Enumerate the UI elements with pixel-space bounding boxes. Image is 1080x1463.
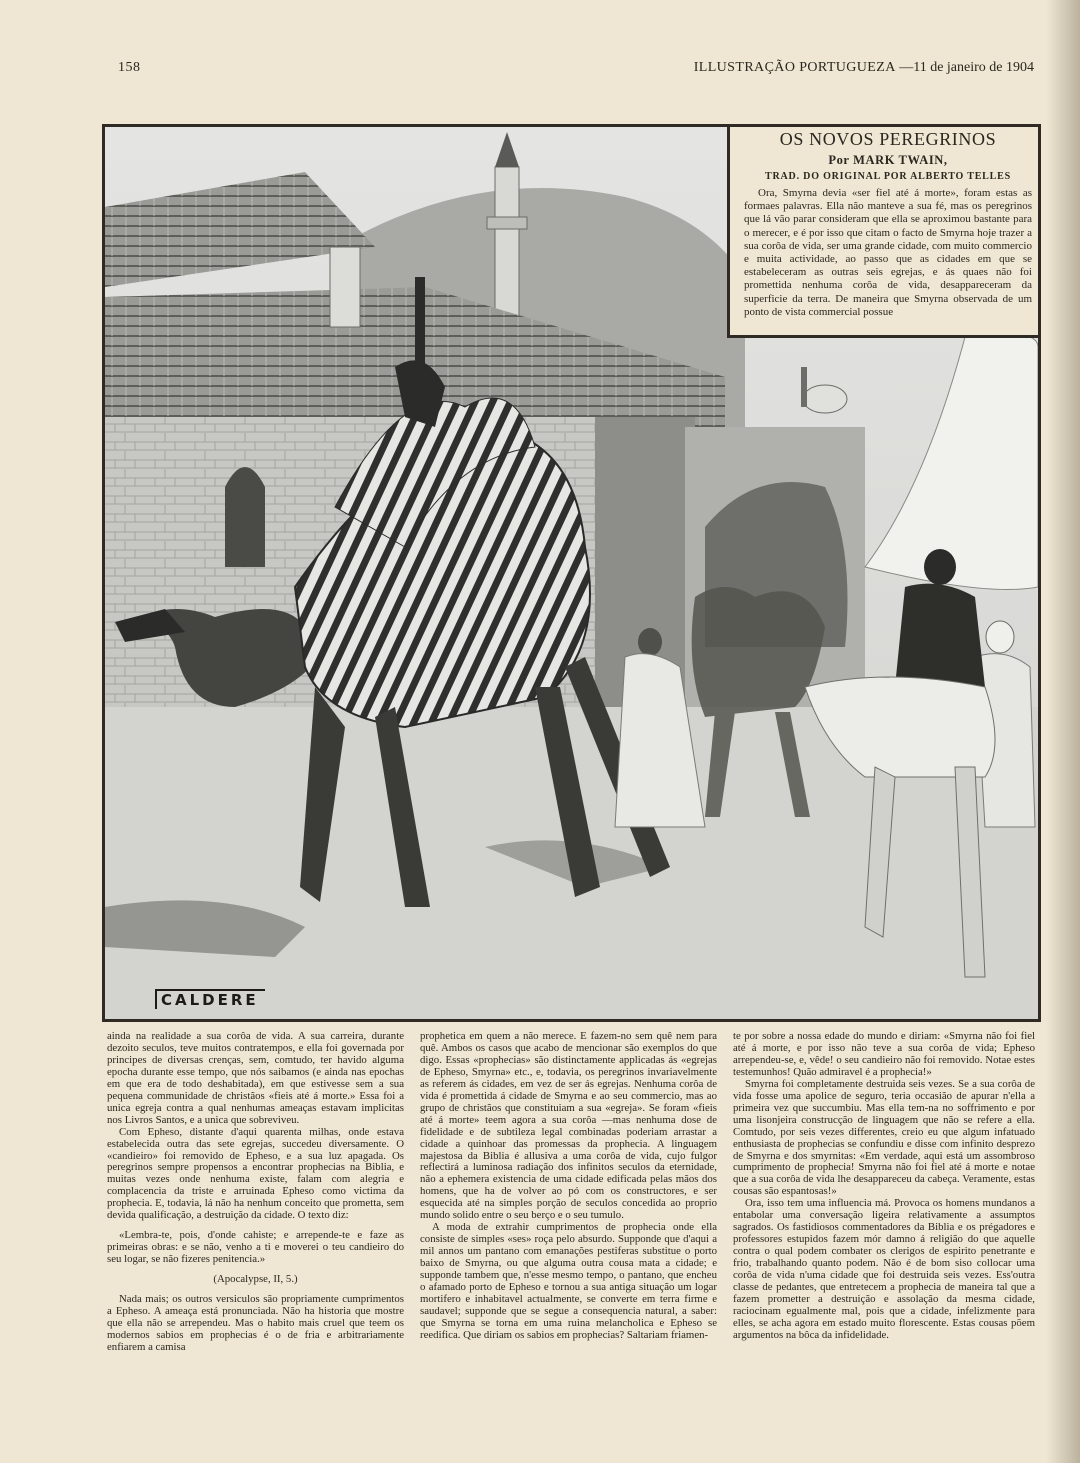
title-box <box>727 124 1041 338</box>
paragraph: A moda de extrahir cumprimentos de prophecia onde ella consiste de simples «ses» roça pelo absurdo. Supponde que d'aqui a mil annos um pantano com emanações pestiferas substitue o porto baixo de Smyrna, ou que alguma outra cousa mata a cidade; e supponde tambem que, n'esse mesmo tempo, o pantano, que encheu o afamado porto de Epheso e tornou a sua antiga situação um logar mortifero e inhabitavel actualmente, se converte em terra firme e saudavel; supponde que se segue a consequencia natural, a saber: que Smyrna se torna em uma ruina melancholica e Epheso se reedifica. Que diriam os sabios em prophecias? Saltariam friamen- <box>420 1221 717 1341</box>
paragraph: Ora, isso tem uma influencia má. Provoca os homens mundanos a entabolar uma conversação ligeira relativamente a assumptos sagrados. Os fastidiosos commentadores da Biblia e os prégadores e professores estupidos fazem mór damno á religião do que aquelle contra o qual podem combater os clerigos de espirito penetrante e frio, trabalhando quanto podem. Não é de bom siso collocar uma corôa de vida n'uma cidade que foi destruida seis vezes. Ess'outra classe de pedantes, que entretecem a prophecia de maneira tal que a fazem prometter a destruição e assolação da mesma cidade, raciocinam egualmente mal, pois que a cidade, infelizmente para elles, se acha agora em estado muito florescente. Estas cousas põem argumentos na bôca da infidelidade. <box>733 1197 1035 1341</box>
paragraph: ainda na realidade a sua corôa de vida. A sua carreira, durante dezoito seculos, teve muitos contratempos, e ella foi governada por principes de diversas crenças, sem, comtudo, ter havido alguma epocha durante esse tempo, que nós saibamos (e ainda nas epochas em que era de todo deshabitada), em que estivesse sem a sua pequena communidade de christãos «fieis até á morte.» Essa foi a unica egreja contra a qual nenhumas ameaças estavam implicitas nos Livros Santos, e a unica que sobreviveu. <box>107 1031 404 1126</box>
issue-date: —11 de janeiro de 1904 <box>899 60 1034 75</box>
paragraph: te por sobre a nossa edade do mundo e diriam: «Smyrna não foi fiel até á morte, e por isso não teve a sua corôa de vida; Epheso arrependeu-se, e, vêde! o seu candieiro não foi removido. Notae estes testemunhos! Quão admiravel é a prophecia!» <box>733 1031 1035 1078</box>
translator-credit: TRAD. DO ORIGINAL POR ALBERTO TELLES <box>765 171 1011 182</box>
artist-signature: CALDERE <box>155 989 265 1009</box>
text-column-1 <box>107 1031 404 1441</box>
scripture-citation: (Apocalypse, II, 5.) <box>213 1273 298 1286</box>
paragraph: Smyrna foi completamente destruida seis vezes. Se a sua corôa de vida fosse uma apolice de seguro, teria occasião de apurar n'ella a primeira vez que succumbiu. Mas ella tem-na no soffrimento e por uma lisonjeira construcção de linguagem que não se refere a ella. Comtudo, por seis vezes differentes, creio eu que algum infatuado enthusiasta de prophecias se confundiu e disse com infinito desprezo de Smyrna e dos smyrnitas: «Em verdade, aqui está um assombroso cumprimento de prophecia! Smyrna não foi fiel até á morte e notae que a sua corôa de vida lhe desappareceu da cabeça. Veramente, estas cousas são espantosas!» <box>733 1077 1035 1198</box>
intro-paragraph: Ora, Smyrna devia «ser fiel até á morte», foram estas as formaes palavras. Ella não manteve a sua fé, mas os peregrinos que lá vão parar consideram que ella se aproximou bastante para o merecer, e é por isso que citam o facto de Smyrna hoje trazer a sua corôa de vida, ser uma grande cidade, com muito commercio e muita actividade, ao passo que as cidades em que se estabeleceram as outras seis egrejas, e ás quaes não foi promettida nenhuma corôa de vida, desappareceram da superficie da terra. De maneira que Smyrna observada de um ponto de vista commercial possue <box>744 187 1032 318</box>
text-column-2 <box>420 1031 717 1441</box>
page-number: 158 <box>118 60 141 75</box>
article-title: OS NOVOS PEREGRINOS <box>779 129 997 149</box>
paragraph: Nada mais; os outros versiculos são propriamente cumprimentos a Epheso. A ameaça está pronunciada. Não ha historia que mostre que ella não se arrependeu. Mas o habito mais cruel que teem os modernos sabios em prophecias é o de fria e arbitrariamente enfiarem a camisa <box>107 1293 404 1353</box>
text-column-3 <box>733 1031 1035 1441</box>
page-edge-shadow <box>1046 0 1080 1463</box>
running-header <box>672 60 1034 76</box>
paragraph: prophetica em quem a não merece. E fazem-no sem quê nem para quê. Ambos os casos que acabo de mencionar são exemplos do que digo. Essas «prophecias» são distinctamente applicadas ás «egrejas de Epheso, Smyrna» etc., e, todavia, os peregrinos invariavelmente as referem ás cidades, em vez de ser ás egrejas. Nenhuma corôa de vida é promettida á cidade de Smyrna e ao seu commercio, mas ao grupo de christãos que constituiam a sua «egreja». Se foram «fieis até á morte» teem agora a sua corôa —mas nenhuma dose de fidelidade e de subtileza legal combinadas poderiam arrastar a cidade a quinhoar das promessas da prophecia. A linguagem majestosa da Biblia é allusiva a uma corôa de vida, cujo fulgor reflectirá a luminosa radiação dos infinitos seculos da eternidade, não a ephemera existencia de uma cidade edificada pelas mãos dos homens, que ha de volver ao pó com os constructores, e ser esquecida até na simples porção de seculos concedida ao proprio mundo solido entre o seu berço e o seu tumulo. <box>420 1031 717 1222</box>
scripture-quote: «Lembra-te, pois, d'onde cahiste; e arrepende-te e faze as primeiras obras: e se não, venho a ti e moverei o teu candieiro do seu logar, se não fizeres penitencia.» <box>107 1229 404 1266</box>
byline: Por MARK TWAIN, <box>828 153 948 167</box>
publication-name: ILLUSTRAÇÃO PORTUGUEZA <box>693 60 896 75</box>
paragraph: Com Epheso, distante d'aqui quarenta milhas, onde estava estabelecida outra das sete egrejas, succedeu diversamente. O «candieiro» foi removido de Epheso, e a sua luz apagada. Os peregrinos sempre propensos a encontrar prophecias na Biblia, e muitas vezes onde nenhuma existe, falam com alegria e complacencia da triste e arruinada Epheso como victima da prophecia. E, todavia, lá não ha nenhum conceito que prometta, sem devida qualificação, a destruição da cidade. O texto diz: <box>107 1125 404 1222</box>
